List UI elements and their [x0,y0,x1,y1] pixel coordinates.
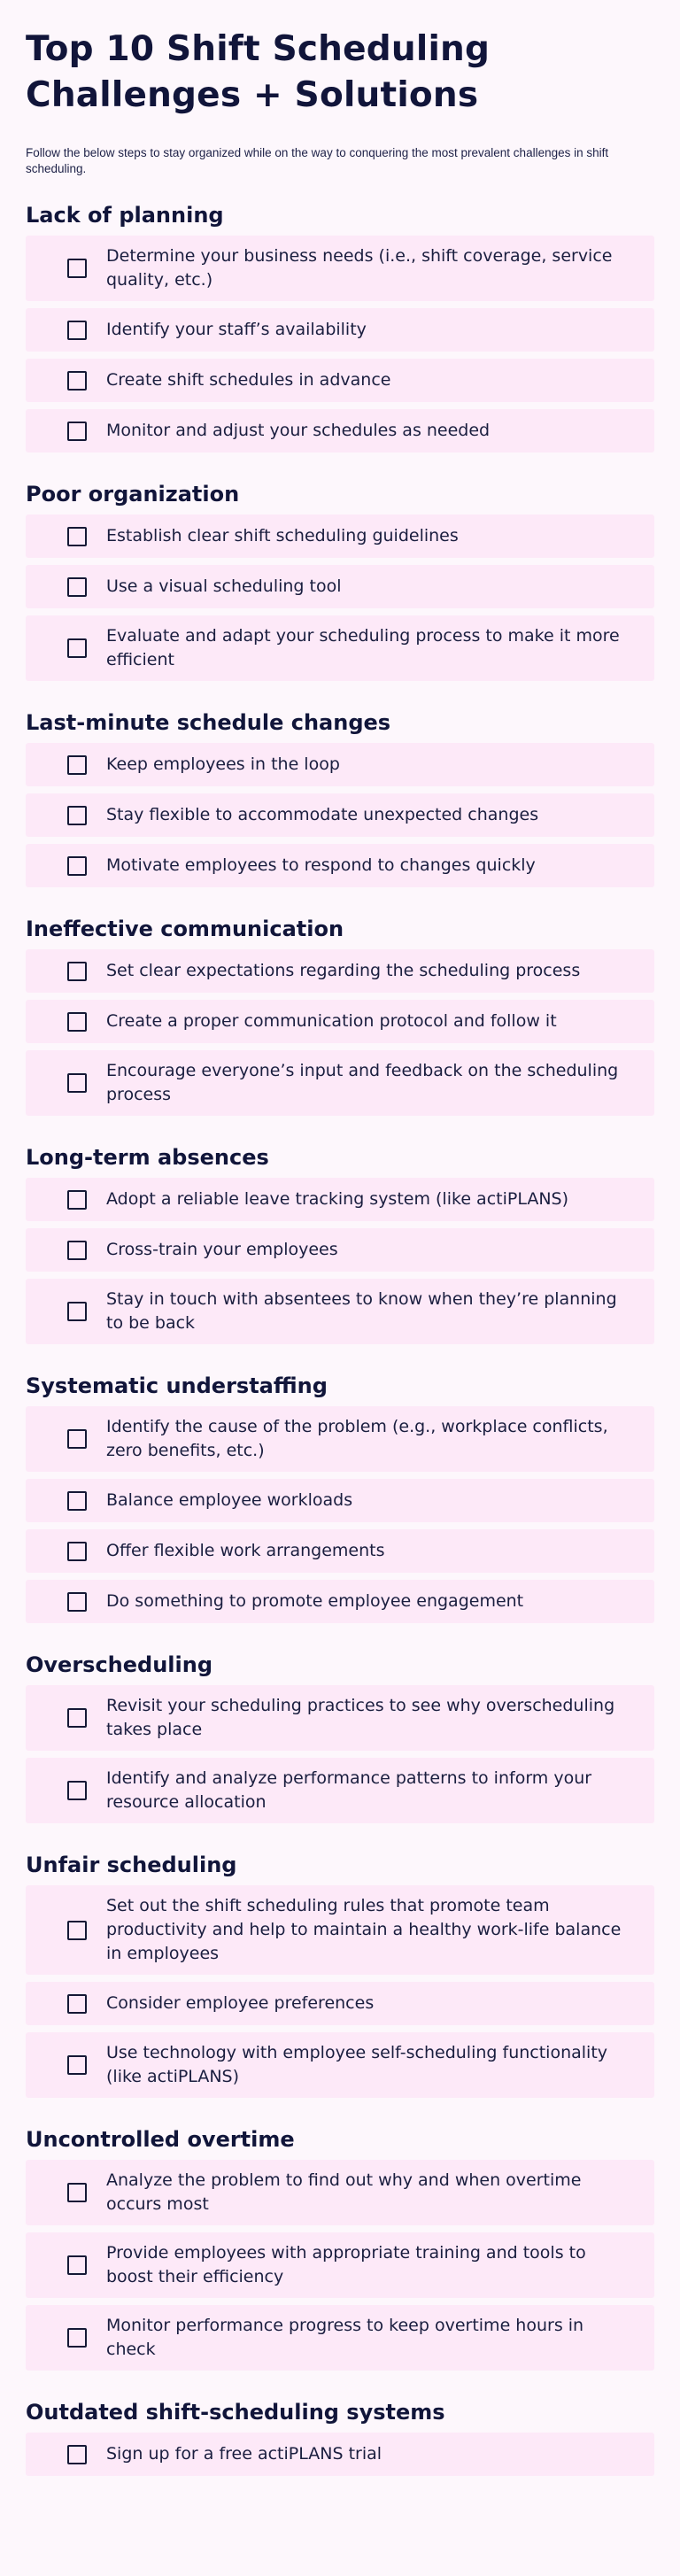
checkbox[interactable] [67,856,87,876]
checklist-item-label: Create a proper communication protocol and follow it [106,1011,557,1031]
checklist-item[interactable] [26,743,654,786]
checkbox[interactable] [67,2183,87,2202]
checklist-item-label: Identify and analyze performance patterns to inform your resource allocation [106,1768,592,1812]
checklist-section [26,916,654,1116]
checklist-item[interactable] [26,2032,654,2098]
checklist-item[interactable] [26,409,654,453]
section-title: Ineffective communication [26,917,344,941]
section-title: Systematic understaffing [26,1373,328,1398]
checklist-item[interactable] [26,844,654,887]
section-title: Lack of planning [26,203,224,228]
checklist-item-label: Encourage everyone’s input and feedback on the scheduling process [106,1061,619,1104]
checklist-item-label: Stay in touch with absentees to know when they’re planning to be back [106,1289,617,1333]
checklist-item-label: Motivate employees to respond to changes quickly [106,855,536,875]
checkbox[interactable] [67,1073,87,1093]
checklist-section [26,202,654,453]
page-subtitle: Follow the below steps to stay organized while on the way to conquering the most prevalent challenges in shift scheduling. [26,146,609,175]
checklist-item[interactable] [26,1050,654,1116]
checklist-item[interactable] [26,565,654,608]
checklist-item-label: Use technology with employee self-scheduling functionality (like actiPLANS) [106,2043,608,2086]
checklist-item-label: Provide employees with appropriate training and tools to boost their efficiency [106,2243,586,2286]
checklist-item[interactable] [26,1758,654,1823]
checklist-item[interactable] [26,236,654,301]
checkbox[interactable] [67,1708,87,1728]
checklist-item-label: Identify the cause of the problem (e.g., workplace conflicts, zero benefits, etc.) [106,1417,608,1460]
checklist-item[interactable] [26,793,654,837]
checklist-item[interactable] [26,2232,654,2298]
checkbox[interactable] [67,2445,87,2464]
section-title: Unfair scheduling [26,1853,237,1877]
checklist-item-label: Monitor performance progress to keep overtime hours in check [106,2316,584,2359]
checklist-item[interactable] [26,2160,654,2225]
checklist-item-label: Determine your business needs (i.e., shift coverage, service quality, etc.) [106,246,613,290]
checklist-item-label: Create shift schedules in advance [106,370,391,390]
checkbox[interactable] [67,1241,87,1260]
checklist-item-label: Revisit your scheduling practices to see why overscheduling takes place [106,1696,615,1739]
checkbox[interactable] [67,422,87,441]
checkbox[interactable] [67,1781,87,1800]
checkbox[interactable] [67,1592,87,1612]
checklist-item[interactable] [26,1580,654,1623]
checklist-item-label: Offer flexible work arrangements [106,1541,385,1560]
checklist-section [26,2399,654,2476]
checklist-item[interactable] [26,1000,654,1043]
checklist-item[interactable] [26,1685,654,1751]
section-title: Uncontrolled overtime [26,2127,295,2152]
checklist-item-label: Sign up for a free actiPLANS trial [106,2444,382,2464]
checklist-item[interactable] [26,308,654,352]
checklist-item-label: Set out the shift scheduling rules that promote team productivity and help to maintain a healthy work-life balance in employees [106,1896,622,1963]
section-title: Long-term absences [26,1145,269,1170]
checkbox[interactable] [67,371,87,391]
checkbox[interactable] [67,638,87,658]
checklist-item-label: Adopt a reliable leave tracking system (like actiPLANS) [106,1189,569,1209]
checklist-item[interactable] [26,359,654,402]
section-title: Outdated shift-scheduling systems [26,2400,445,2425]
checklist-item[interactable] [26,949,654,993]
checklist-item[interactable] [26,2433,654,2476]
checkbox[interactable] [67,1542,87,1561]
checklist-item-label: Balance employee workloads [106,1490,353,1510]
checklist-section [26,2126,654,2371]
checklist-item[interactable] [26,1279,654,1344]
checkbox[interactable] [67,1190,87,1210]
checkbox[interactable] [67,577,87,597]
checklist-item[interactable] [26,514,654,558]
checkbox[interactable] [67,1491,87,1511]
checklist-item-label: Analyze the problem to find out why and when overtime occurs most [106,2170,582,2214]
checkbox[interactable] [67,1994,87,2014]
checkbox[interactable] [67,1429,87,1449]
checkbox[interactable] [67,2255,87,2275]
checklist-section [26,709,654,887]
checklist-item[interactable] [26,1982,654,2025]
checklist-item-label: Set clear expectations regarding the scheduling process [106,961,581,980]
page-title: Top 10 Shift Scheduling Challenges + Solutions [26,29,491,115]
checklist-item[interactable] [26,1228,654,1272]
checkbox[interactable] [67,259,87,278]
checklist-section [26,1852,654,2098]
checklist-section [26,1652,654,1823]
checklist-item[interactable] [26,1885,654,1975]
checklist-item[interactable] [26,1479,654,1522]
checklist-item-label: Establish clear shift scheduling guidelines [106,526,459,545]
section-title: Overscheduling [26,1652,213,1677]
checkbox[interactable] [67,755,87,775]
checklist-item[interactable] [26,1529,654,1573]
checkbox[interactable] [67,321,87,340]
checklist-item[interactable] [26,2305,654,2371]
checklist-section [26,1373,654,1623]
checkbox[interactable] [67,1921,87,1940]
checklist-item[interactable] [26,615,654,681]
checklist-item-label: Cross-train your employees [106,1240,338,1259]
checklist-item-label: Keep employees in the loop [106,754,340,774]
checklist-item-label: Do something to promote employee engagement [106,1591,524,1611]
checklist-item-label: Monitor and adjust your schedules as needed [106,421,491,440]
checkbox[interactable] [67,1302,87,1321]
section-title: Poor organization [26,482,240,507]
checklist-item-label: Evaluate and adapt your scheduling process to make it more efficient [106,626,620,669]
checklist-sections [26,202,654,2476]
checkbox[interactable] [67,1012,87,1032]
checkbox[interactable] [67,2328,87,2348]
checklist-item[interactable] [26,1178,654,1221]
checklist-item-label: Stay flexible to accommodate unexpected changes [106,805,539,824]
checklist-item-label: Use a visual scheduling tool [106,576,342,596]
section-title: Last-minute schedule changes [26,710,391,735]
checklist-section [26,1144,654,1344]
checklist-section [26,481,654,681]
checkbox[interactable] [67,806,87,825]
checklist-item[interactable] [26,1406,654,1472]
checkbox[interactable] [67,2055,87,2075]
checklist-item-label: Identify your staff’s availability [106,320,367,339]
checkbox[interactable] [67,527,87,546]
checkbox[interactable] [67,962,87,981]
checklist-item-label: Consider employee preferences [106,1993,375,2013]
